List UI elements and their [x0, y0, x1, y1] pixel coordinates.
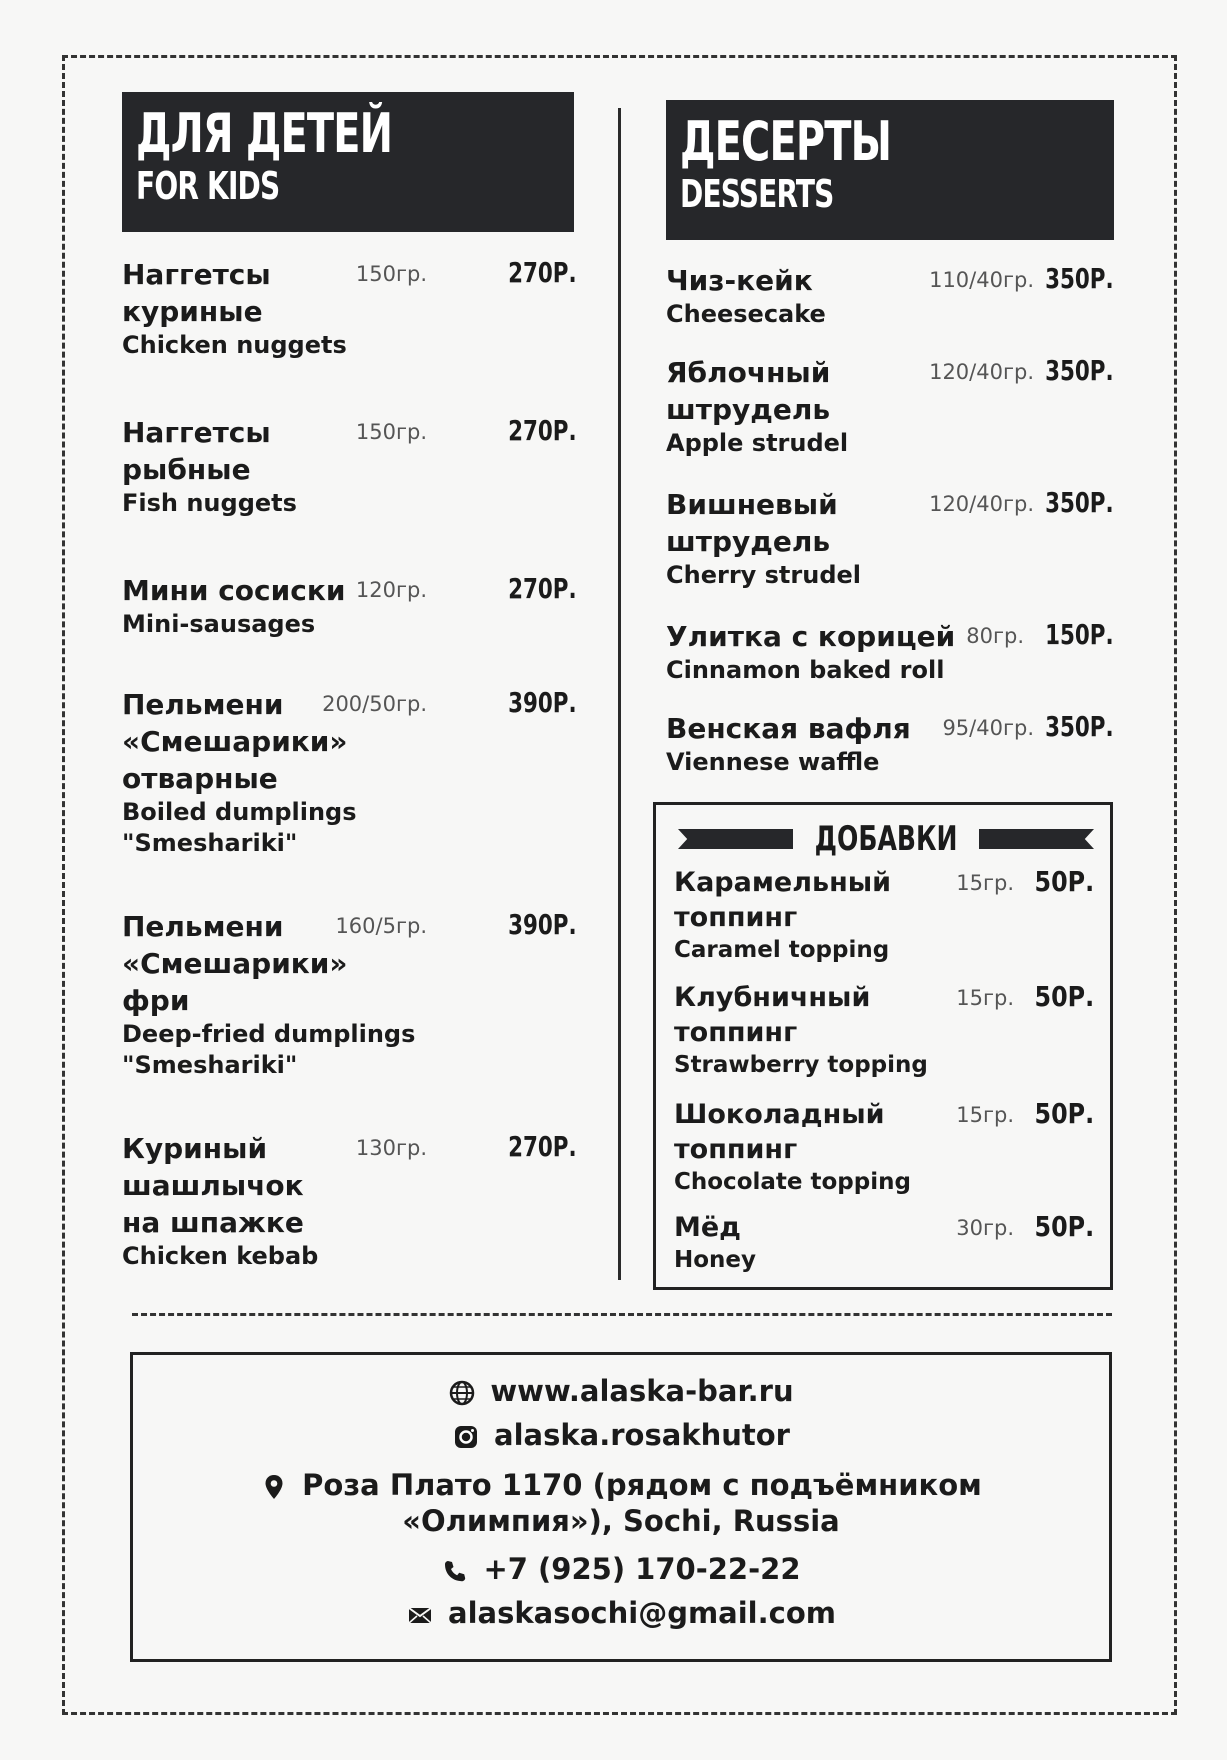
ribbon-left-decoration	[678, 829, 793, 849]
column-divider	[618, 108, 621, 1280]
item-weight: 120/40гр.	[929, 360, 1034, 384]
addons-box	[653, 802, 1113, 1290]
menu-item	[122, 1130, 577, 1280]
item-name-en: Deep-fried dumplings "Smeshariki"	[122, 1020, 416, 1079]
email-link[interactable]: alaskasochi@gmail.com	[448, 1596, 836, 1630]
item-price: 270Р.	[508, 414, 577, 447]
item-name-en: Cinnamon baked roll	[666, 656, 945, 684]
instagram-line	[133, 1417, 1109, 1453]
addon-weight: 15гр.	[956, 871, 1014, 895]
website-link[interactable]: www.alaska-bar.ru	[490, 1374, 794, 1408]
item-name-ru: Венская вафля	[666, 712, 911, 745]
item-name-ru: Наггетсы рыбные	[122, 416, 271, 486]
addon-item	[674, 1097, 1094, 1197]
addon-item	[674, 865, 1094, 965]
menu-item	[666, 354, 1114, 482]
menu-item	[122, 908, 577, 1122]
item-price: 270Р.	[508, 1130, 577, 1163]
item-name-ru: Куриный шашлычок на шпажке	[122, 1132, 304, 1239]
item-name-ru: Чиз-кейк	[666, 264, 813, 297]
item-weight: 120гр.	[355, 578, 427, 602]
item-name-en: Cheesecake	[666, 300, 826, 328]
item-name-en: Mini-sausages	[122, 610, 316, 638]
addon-price: 50Р.	[1034, 1097, 1094, 1130]
location-pin-icon	[260, 1473, 288, 1501]
item-name-ru: Улитка с корицей	[666, 620, 956, 653]
item-weight: 200/50гр.	[322, 692, 427, 716]
menu-item	[666, 486, 1114, 614]
kids-title-en: FOR KIDS	[136, 164, 280, 208]
addon-name-en: Caramel topping	[674, 937, 890, 963]
item-name-ru: Яблочный штрудель	[666, 356, 831, 426]
address-line-2	[133, 1503, 1109, 1539]
item-price: 350Р.	[1045, 710, 1114, 743]
item-weight: 160/5гр.	[335, 914, 427, 938]
phone-link[interactable]: +7 (925) 170-22-22	[483, 1552, 801, 1586]
item-weight: 95/40гр.	[942, 716, 1034, 740]
kids-header	[122, 92, 574, 232]
item-price: 350Р.	[1045, 354, 1114, 387]
item-price: 350Р.	[1045, 262, 1114, 295]
item-name-ru: Пельмени «Смешарики» фри	[122, 910, 348, 1017]
item-name-ru: Вишневый штрудель	[666, 488, 838, 558]
menu-item	[122, 414, 577, 564]
item-price: 270Р.	[508, 256, 577, 289]
item-name-ru: Мини сосиски	[122, 574, 346, 607]
item-price: 390Р.	[508, 686, 577, 719]
address-text-1: Роза Плато 1170 (рядом с подъёмником	[302, 1468, 982, 1502]
addon-weight: 15гр.	[956, 1103, 1014, 1127]
addon-price: 50Р.	[1034, 980, 1094, 1013]
item-weight: 120/40гр.	[929, 492, 1034, 516]
envelope-icon	[406, 1601, 434, 1629]
item-price: 350Р.	[1045, 486, 1114, 519]
addon-name-ru: Клубничный топпинг	[674, 982, 871, 1048]
item-name-en: Chicken nuggets	[122, 331, 347, 359]
item-name-ru: Пельмени «Смешарики» отварные	[122, 688, 348, 795]
item-name-en: Apple strudel	[666, 429, 849, 457]
kids-title-ru: ДЛЯ ДЕТЕЙ	[136, 102, 393, 165]
addon-name-en: Chocolate topping	[674, 1169, 911, 1195]
address-line-1	[133, 1467, 1109, 1503]
ribbon-right-decoration	[979, 829, 1094, 849]
menu-item	[666, 618, 1114, 706]
item-name-en: Chicken kebab	[122, 1242, 319, 1270]
email-line	[133, 1595, 1109, 1631]
address-text-2: «Олимпия»), Sochi, Russia	[402, 1504, 840, 1538]
addons-title-bar	[676, 821, 1096, 857]
item-price: 150Р.	[1045, 618, 1114, 651]
website-line	[133, 1373, 1109, 1409]
menu-item	[122, 256, 577, 406]
addon-name-ru: Карамельный топпинг	[674, 867, 892, 933]
addon-weight: 30гр.	[956, 1216, 1014, 1240]
item-weight: 110/40гр.	[929, 268, 1034, 292]
addon-name-ru: Мёд	[674, 1212, 741, 1243]
phone-icon	[441, 1557, 469, 1585]
instagram-icon	[452, 1423, 480, 1451]
addon-price: 50Р.	[1034, 865, 1094, 898]
addon-item	[674, 980, 1094, 1080]
menu-item	[122, 572, 577, 678]
item-weight: 150гр.	[355, 262, 427, 286]
addon-item	[674, 1210, 1094, 1275]
item-weight: 130гр.	[355, 1136, 427, 1160]
menu-item	[122, 686, 577, 900]
item-price: 270Р.	[508, 572, 577, 605]
globe-icon	[448, 1379, 476, 1407]
instagram-link[interactable]: alaska.rosakhutor	[494, 1418, 790, 1452]
addon-name-en: Strawberry topping	[674, 1052, 928, 1078]
addon-price: 50Р.	[1034, 1210, 1094, 1243]
addons-title: ДОБАВКИ	[814, 819, 958, 859]
desserts-title-ru: ДЕСЕРТЫ	[680, 110, 892, 173]
desserts-section	[666, 100, 1114, 798]
item-name-en: Viennese waffle	[666, 748, 880, 776]
item-weight: 150гр.	[355, 420, 427, 444]
item-name-ru: Наггетсы куриные	[122, 258, 271, 328]
item-name-en: Fish nuggets	[122, 489, 297, 517]
item-weight: 80гр.	[966, 624, 1024, 648]
section-dashed-divider	[132, 1313, 1112, 1316]
addon-name-ru: Шоколадный топпинг	[674, 1099, 885, 1165]
addon-name-en: Honey	[674, 1247, 757, 1273]
desserts-header	[666, 100, 1114, 240]
desserts-title-en: DESSERTS	[680, 172, 834, 216]
item-name-en: Cherry strudel	[666, 561, 862, 589]
phone-line	[133, 1551, 1109, 1587]
contact-box	[130, 1352, 1112, 1662]
item-price: 390Р.	[508, 908, 577, 941]
addon-weight: 15гр.	[956, 986, 1014, 1010]
kids-section	[122, 92, 577, 1280]
item-name-en: Boiled dumplings "Smeshariki"	[122, 798, 357, 857]
menu-item	[666, 710, 1114, 798]
menu-item	[666, 262, 1114, 350]
